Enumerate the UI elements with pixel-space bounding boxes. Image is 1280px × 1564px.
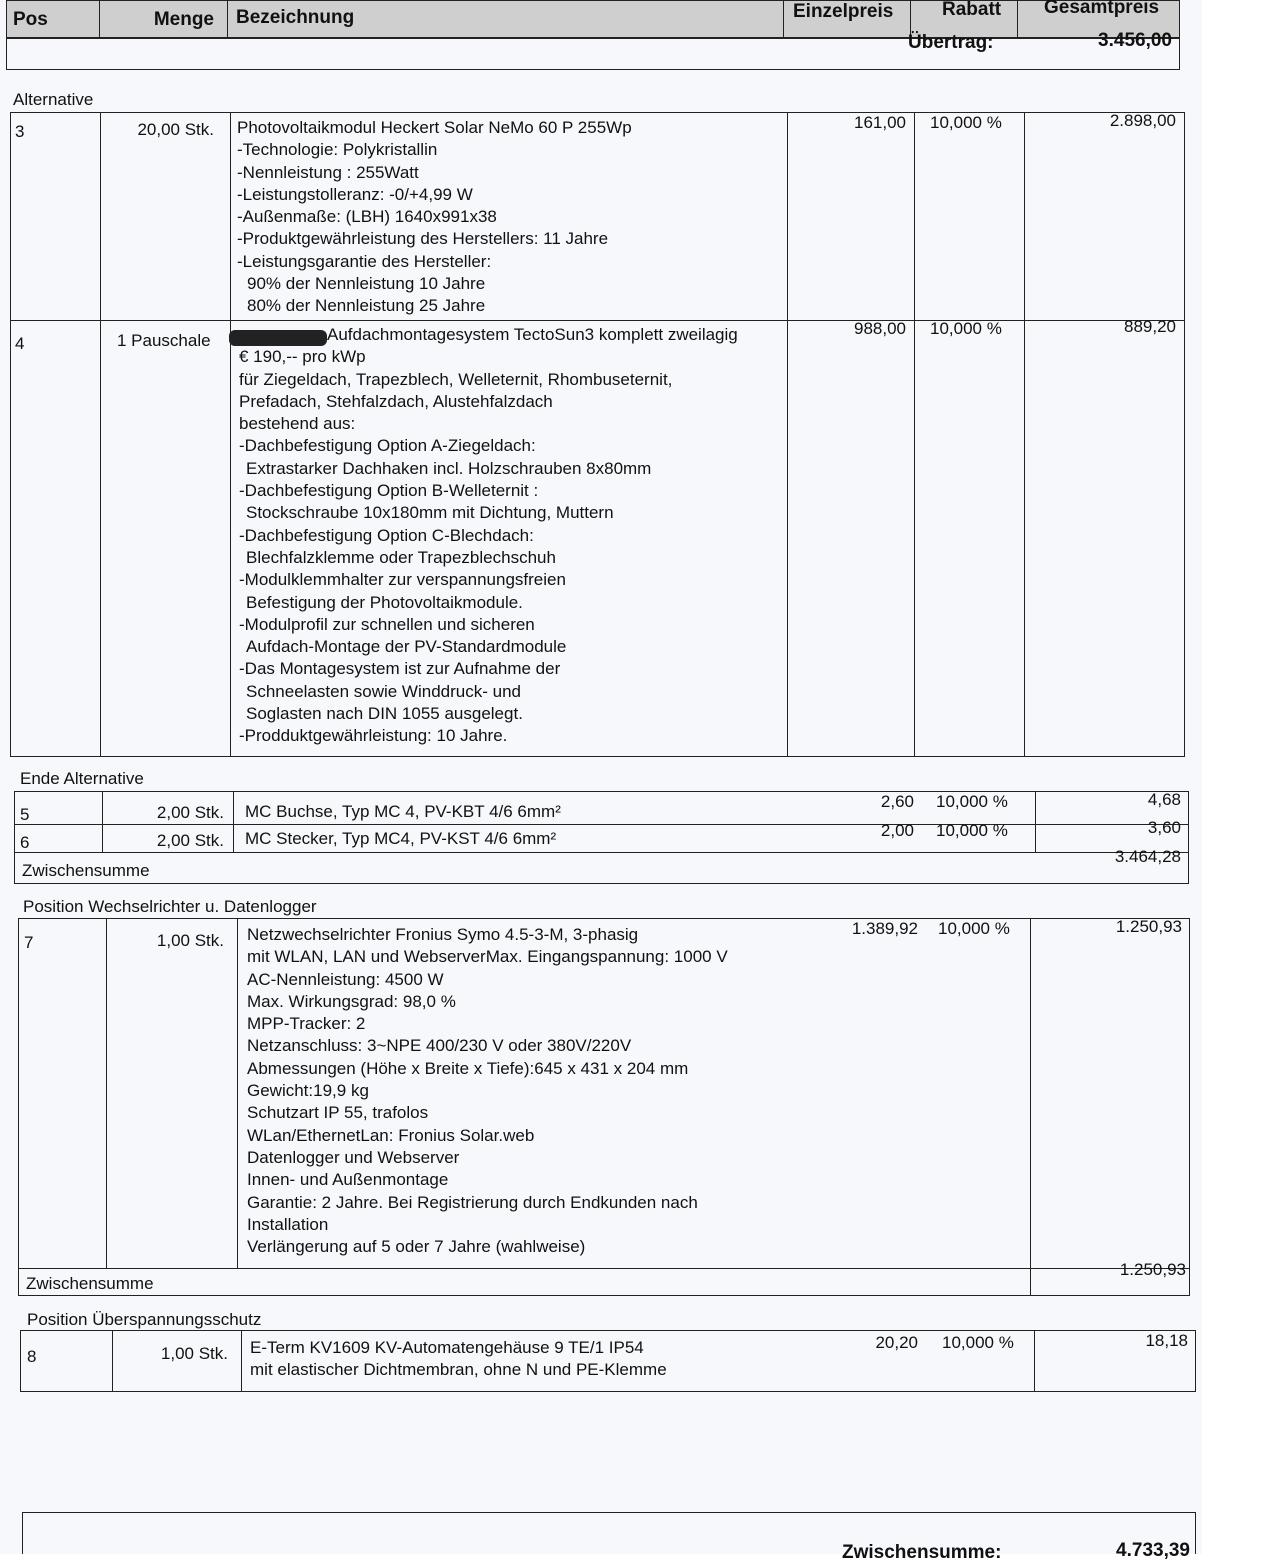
item-bezeichnung: MC Buchse, Typ MC 4, PV-KBT 4/6 6mm² bbox=[245, 802, 561, 821]
description-line: 80% der Nennleistung 25 Jahre bbox=[247, 296, 486, 316]
header-rabatt: Rabatt bbox=[942, 0, 1002, 20]
description-line: Installation bbox=[247, 1214, 329, 1234]
description-line: Schneelasten sowie Winddruck- und bbox=[246, 681, 521, 701]
section-label-alternative: Alternative bbox=[13, 90, 94, 109]
item-menge: 1 Pauschale bbox=[117, 331, 211, 350]
subtotal-label: Zwischensumme bbox=[26, 1274, 154, 1293]
description-line: -Modulprofil zur schnellen und sicheren bbox=[239, 614, 535, 634]
row-divider bbox=[18, 1268, 1190, 1269]
item-rabatt: 10,000 % bbox=[930, 113, 1002, 132]
description-line: Aufdach-Montage der PV-Standardmodule bbox=[246, 637, 567, 657]
row-divider bbox=[14, 824, 1189, 825]
item-description bbox=[247, 924, 728, 1258]
description-line: Abmessungen (Höhe x Breite x Tiefe):645 x 431 x 204 mm bbox=[247, 1058, 689, 1078]
item-pos: 6 bbox=[20, 833, 30, 852]
header-bezeichnung: Bezeichnung bbox=[236, 7, 355, 28]
description-line: Verlängerung auf 5 oder 7 Jahre (wahlweise) bbox=[247, 1237, 586, 1257]
item-einzelpreis: 2,60 bbox=[880, 792, 914, 811]
header-menge: Menge bbox=[153, 9, 214, 30]
item-description bbox=[239, 324, 738, 748]
col-divider bbox=[914, 112, 915, 757]
header-divider bbox=[227, 0, 228, 38]
item-einzelpreis: 2,00 bbox=[880, 821, 914, 840]
subtotal-label: Zwischensumme bbox=[22, 861, 150, 880]
header-divider bbox=[99, 0, 100, 38]
description-line: Blechfalzklemme oder Trapezblechschuh bbox=[246, 547, 556, 567]
section-label-ende-alternative: Ende Alternative bbox=[20, 769, 144, 788]
col-divider bbox=[106, 918, 107, 1268]
item-einzelpreis: 1.389,92 bbox=[851, 919, 918, 938]
description-line: -Dachbefestigung Option C-Blechdach: bbox=[239, 525, 534, 545]
item-pos: 4 bbox=[15, 334, 25, 353]
uebertrag-label: Übertrag: bbox=[908, 32, 994, 53]
description-line: € 190,-- pro kWp bbox=[239, 347, 366, 367]
item-pos: 3 bbox=[15, 122, 25, 141]
item-pos: 8 bbox=[27, 1347, 37, 1366]
description-line: Datenlogger und Webserver bbox=[247, 1147, 460, 1167]
item-menge: 1,00 Stk. bbox=[156, 931, 224, 950]
item-menge: 20,00 Stk. bbox=[137, 120, 214, 139]
item-rabatt: 10,000 % bbox=[936, 792, 1008, 811]
description-line: -Leistungstolleranz: -0/+4,99 W bbox=[237, 184, 473, 204]
item-menge: 1,00 Stk. bbox=[160, 1344, 228, 1363]
final-subtotal-row bbox=[22, 1512, 1196, 1554]
description-line: Stockschraube 10x180mm mit Dichtung, Muttern bbox=[246, 503, 614, 523]
item-einzelpreis: 161,00 bbox=[854, 113, 906, 132]
col-divider bbox=[1030, 918, 1031, 1296]
col-divider bbox=[1035, 791, 1036, 853]
description-line: Netzanschluss: 3~NPE 400/230 V oder 380V/220V bbox=[247, 1036, 632, 1056]
item-description bbox=[250, 1337, 667, 1382]
description-line: Soglasten nach DIN 1055 ausgelegt. bbox=[246, 704, 523, 724]
description-line: für Ziegeldach, Trapezblech, Welleternit, Rhombuseternit, bbox=[239, 369, 673, 389]
description-line: MPP-Tracker: 2 bbox=[247, 1014, 366, 1034]
col-divider bbox=[233, 791, 234, 853]
item-gesamtpreis: 889,20 bbox=[1124, 317, 1176, 336]
item-gesamtpreis: 1.250,93 bbox=[1115, 917, 1182, 936]
page-margin bbox=[1202, 0, 1280, 1554]
col-divider bbox=[1034, 1330, 1035, 1392]
item-rabatt: 10,000 % bbox=[936, 821, 1008, 840]
item-einzelpreis: 20,20 bbox=[875, 1333, 918, 1352]
description-line: -Dachbefestigung Option A-Ziegeldach: bbox=[239, 436, 536, 456]
header-einzelpreis: Einzelpreis bbox=[793, 1, 894, 22]
header-pos: Pos bbox=[13, 9, 48, 30]
header-divider bbox=[1017, 0, 1018, 38]
description-line: bestehend aus: bbox=[239, 414, 356, 434]
section-label-ueberspannungsschutz: Position Überspannungsschutz bbox=[27, 1310, 262, 1329]
description-line: -Nennleistung : 255Watt bbox=[237, 162, 419, 182]
description-line: Schutzart IP 55, trafolos bbox=[247, 1103, 429, 1123]
col-divider bbox=[230, 112, 231, 757]
description-line: AC-Nennleistung: 4500 W bbox=[247, 969, 444, 989]
item-rabatt: 10,000 % bbox=[930, 319, 1002, 338]
description-line: Prefadach, Stehfalzdach, Alustehfalzdach bbox=[239, 391, 553, 411]
item-gesamtpreis: 4,68 bbox=[1147, 790, 1181, 809]
subtotal-value: 1.250,93 bbox=[1119, 1260, 1186, 1279]
description-line: WLan/EthernetLan: Fronius Solar.web bbox=[247, 1125, 535, 1145]
item-gesamtpreis: 2.898,00 bbox=[1109, 111, 1176, 130]
description-line: mit WLAN, LAN und WebserverMax. Eingangspannung: 1000 V bbox=[247, 947, 728, 967]
description-line: -Modulklemmhalter zur verspannungsfreien bbox=[239, 570, 566, 590]
description-line: Max. Wirkungsgrad: 98,0 % bbox=[247, 991, 456, 1011]
description-line: Befestigung der Photovoltaikmodule. bbox=[246, 592, 523, 612]
col-divider bbox=[241, 1330, 242, 1392]
col-divider bbox=[787, 112, 788, 757]
description-line: Photovoltaikmodul Heckert Solar NeMo 60 P 255Wp bbox=[237, 118, 632, 137]
item-description bbox=[237, 117, 632, 318]
col-divider bbox=[237, 918, 238, 1268]
row-divider bbox=[14, 852, 1189, 853]
description-line: mit elastischer Dichtmembran, ohne N und PE-Klemme bbox=[250, 1360, 667, 1380]
description-line: E-Term KV1609 KV-Automatengehäuse 9 TE/1 IP54 bbox=[250, 1338, 644, 1357]
description-line: -Leistungsgarantie des Hersteller: bbox=[237, 251, 492, 271]
item-rabatt: 10,000 % bbox=[942, 1333, 1014, 1352]
item-bezeichnung: MC Stecker, Typ MC4, PV-KST 4/6 6mm² bbox=[245, 829, 557, 848]
final-subtotal-value: 4.733,39 bbox=[1116, 1540, 1190, 1561]
description-line: Extrastarker Dachhaken incl. Holzschrauben 8x80mm bbox=[246, 458, 652, 478]
description-line: Garantie: 2 Jahre. Bei Registrierung durch Endkunden nach bbox=[247, 1192, 698, 1212]
item-gesamtpreis: 3,60 bbox=[1147, 818, 1181, 837]
description-line: -Das Montagesystem ist zur Aufnahme der bbox=[239, 659, 561, 679]
subtotal-value: 3.464,28 bbox=[1114, 847, 1181, 866]
section-label-wechselrichter: Position Wechselrichter u. Datenlogger bbox=[23, 897, 317, 916]
row-divider bbox=[10, 320, 1185, 321]
description-line: Innen- und Außenmontage bbox=[247, 1170, 449, 1190]
col-divider bbox=[1024, 112, 1025, 757]
description-line: Gewicht:19,9 kg bbox=[247, 1081, 369, 1101]
item-rabatt: 10,000 % bbox=[938, 919, 1010, 938]
description-line: Aufdachmontagesystem TectoSun3 komplett zweilagig bbox=[327, 325, 738, 344]
description-line: Netzwechselrichter Fronius Symo 4.5-3-M, 3-phasig bbox=[247, 925, 639, 944]
item-einzelpreis: 988,00 bbox=[854, 319, 906, 338]
description-line: -Dachbefestigung Option B-Welleternit : bbox=[239, 481, 539, 501]
description-line: -Prodduktgewährleistung: 10 Jahre. bbox=[239, 726, 508, 746]
description-line: -Technologie: Polykristallin bbox=[237, 140, 438, 160]
uebertrag-row bbox=[6, 38, 1180, 70]
item-menge: 2,00 Stk. bbox=[156, 831, 224, 850]
col-divider bbox=[102, 791, 103, 853]
header-gesamtpreis: Gesamtpreis bbox=[1044, 0, 1160, 18]
item-gesamtpreis: 18,18 bbox=[1145, 1331, 1188, 1350]
header-divider bbox=[783, 0, 784, 38]
col-divider bbox=[112, 1330, 113, 1392]
item-menge: 2,00 Stk. bbox=[156, 803, 224, 822]
description-line: -Außenmaße: (LBH) 1640x991x38 bbox=[237, 207, 497, 227]
final-subtotal-label: Zwischensumme: bbox=[842, 1542, 1002, 1563]
item-pos: 7 bbox=[24, 933, 34, 952]
description-line: 90% der Nennleistung 10 Jahre bbox=[247, 274, 486, 294]
col-divider bbox=[100, 112, 101, 757]
item-pos: 5 bbox=[20, 805, 30, 824]
description-line: -Produktgewährleistung des Herstellers: 11 Jahre bbox=[237, 229, 609, 249]
uebertrag-value: 3.456,00 bbox=[1098, 30, 1172, 51]
